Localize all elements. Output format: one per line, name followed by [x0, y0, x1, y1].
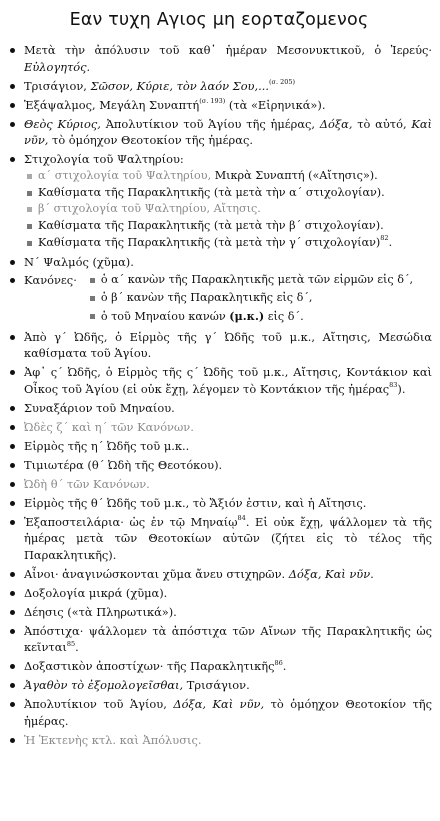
list-item: Ἀφ᾽ ς´ Ὠδῆς, ὁ Εἱρμὸς τῆς ς´ Ὠδῆς τοῦ μ.κ., Αἴτησις, Κοντάκιον καὶ Οἶκος τοῦ Ἁγίου (εἰ οὐκ ἔχῃ, λέγομεν τὸ Κοντάκιον τῆς ἡμέρας$^{83}$). — [6, 364, 432, 397]
list-item: Δοξαστικὸν ἀποστίχων· τῆς Παρακλητικῆς$^{86}$. — [6, 658, 432, 675]
sub-list-item: α´ στιχολογία τοῦ Ψαλτηρίου, Μικρὰ Συναπτή («Αἴτησις»). — [24, 168, 432, 184]
sub-list-item: β´ στιχολογία τοῦ Ψαλτηρίου, Αἴτησις. — [24, 201, 432, 217]
psalter-sublist — [24, 168, 432, 251]
footnote-ref: 86 — [274, 658, 283, 667]
sub-list-item: ὁ β´ κανὼν τῆς Παρακλητικῆς εἰς δ´, — [87, 290, 432, 306]
sub-list-item: ὁ τοῦ Μηναίου κανών (μ.κ.) εἰς δ´. — [87, 308, 432, 325]
list-item: Μετὰ τὴν ἀπόλυσιν τοῦ καθ᾽ ἡμέραν Μεσονυκτικοῦ, ὁ Ἱερεύς· Εὐλογητός. — [6, 42, 432, 75]
list-item: Εἱρμὸς τῆς η´ Ὠδῆς τοῦ μ.κ.. — [6, 438, 432, 455]
page-ref: (σ. 193) — [199, 96, 226, 105]
list-item — [6, 272, 432, 326]
list-item: Δοξολογία μικρά (χῦμα). — [6, 585, 432, 602]
sub-list-item: ὁ α´ κανὼν τῆς Παρακλητικῆς μετὰ τῶν εἱρμῶν εἰς δ´, — [87, 272, 432, 288]
page-ref: (σ. 205) — [268, 77, 296, 86]
list-item: Ἀπὸ γ´ Ὠδῆς, ὁ Εἱρμὸς τῆς γ´ Ὠδῆς τοῦ μ.κ., Αἴτησις, Μεσώδια καθίσματα τοῦ Ἁγίου. — [6, 329, 432, 362]
footnote-ref: 82 — [380, 234, 389, 243]
list-item: Ὠδὲς ζ´ καὶ η´ τῶν Κανόνων. — [6, 419, 432, 436]
list-item: Ν´ Ψαλμός (χῦμα). — [6, 254, 432, 271]
footnote-ref: 85 — [66, 639, 76, 648]
list-item: Ἡ Ἐκτενὴς κτλ. καὶ Ἀπόλυσις. — [6, 732, 432, 749]
page-title: Εαν τυχη Αγιος μη εορταζομενος — [69, 10, 369, 30]
list-item: Ἐξαποστειλάρια· ὡς ἐν τῷ Μηναίῳ$^{84}$. Εἰ οὐκ ἔχῃ, ψάλλομεν τὰ τῆς ἡμέρας μετὰ τῶν Θεοτοκίων αὐτῶν (ζήτει εἰς τὸ τέλος τῆς Παρακλητικῆς). — [6, 514, 432, 564]
list-item: Ἀγαθὸν τὸ ἐξομολογεῖσθαι, Τρισάγιον. — [6, 677, 432, 694]
kanones-label: Κανόνες· — [24, 273, 77, 288]
list-item: Τρισάγιον, Σῶσον, Κύριε, τὸν λαόν Σου,...$^{(\sigma. 205)}$ — [6, 78, 432, 95]
list-item: Ὠδὴ θ´ τῶν Κανόνων. — [6, 476, 432, 493]
footnote-ref: 84 — [237, 513, 246, 522]
list-item: Ἀπολυτίκιον τοῦ Ἁγίου, Δόξα, Καὶ νῦν, τὸ ὁμόηχον Θεοτοκίον τῆς ἡμέρας. — [6, 696, 432, 729]
list-item: Εἱρμὸς τῆς θ´ Ὠδῆς τοῦ μ.κ., τὸ Ἄξιόν ἐστιν, καὶ ἡ Αἴτησις. — [6, 495, 432, 512]
list-item: Αἶνοι· ἀναγινώσκονται χῦμα ἄνευ στιχηρῶν. Δόξα, Καὶ νῦν. — [6, 566, 432, 583]
list-item: Θεὸς Κύριος, Ἀπολυτίκιον τοῦ Ἁγίου τῆς ἡμέρας, Δόξα, τὸ αὐτό, Καὶ νῦν, τὸ ὁμόηχον Θεοτοκίον τῆς ἡμέρας. — [6, 116, 432, 149]
list-item: Τιμιωτέρα (θ´ Ὠδὴ τῆς Θεοτόκου). — [6, 457, 432, 474]
list-item: Δέησις («τὰ Πληρωτικά»). — [6, 604, 432, 621]
sub-list-item: Καθίσματα τῆς Παρακλητικῆς (τὰ μετὰ τὴν γ´ στιχολογίαν)$^{82}$. — [24, 235, 432, 251]
list-item: Στιχολογία τοῦ Ψαλτηρίου: α´ στιχολογία τοῦ Ψαλτηρίου, Μικρὰ Συναπτή («Αἴτησις»). Καθίσματα τῆς Παρακλητικῆς (τὰ μετὰ τὴν α´ στιχολογίαν). β´ στιχολογία τοῦ Ψαλτηρίου, Αἴτησις. Καθίσματα τῆς Παρακλητικῆς (τὰ μετὰ τὴν β´ στιχολογίαν). Καθίσματα τῆς Παρακλητικῆς (τὰ μετὰ τὴν γ´ στιχολογίαν)$^{82}$. — [6, 151, 432, 251]
kanones-block — [24, 272, 432, 326]
kanones-sublist — [87, 272, 432, 324]
list-item: Συναξάριον τοῦ Μηναίου. — [6, 400, 432, 417]
order-list — [6, 42, 432, 749]
sub-list-item: Καθίσματα τῆς Παρακλητικῆς (τὰ μετὰ τὴν α´ στιχολογίαν). — [24, 185, 432, 201]
list-item: Ἑξάψαλμος, Μεγάλη Συναπτή$^{(\sigma. 193)}$ (τὰ «Εἰρηνικά»). — [6, 97, 432, 114]
list-item: Ἀπόστιχα· ψάλλομεν τὰ ἀπόστιχα τῶν Αἴνων τῆς Παρακλητικῆς ὡς κεῖνται$^{85}$. — [6, 623, 432, 656]
footnote-ref: 83 — [389, 381, 398, 390]
sub-list-item: Καθίσματα τῆς Παρακλητικῆς (τὰ μετὰ τὴν β´ στιχολογίαν). — [24, 218, 432, 234]
